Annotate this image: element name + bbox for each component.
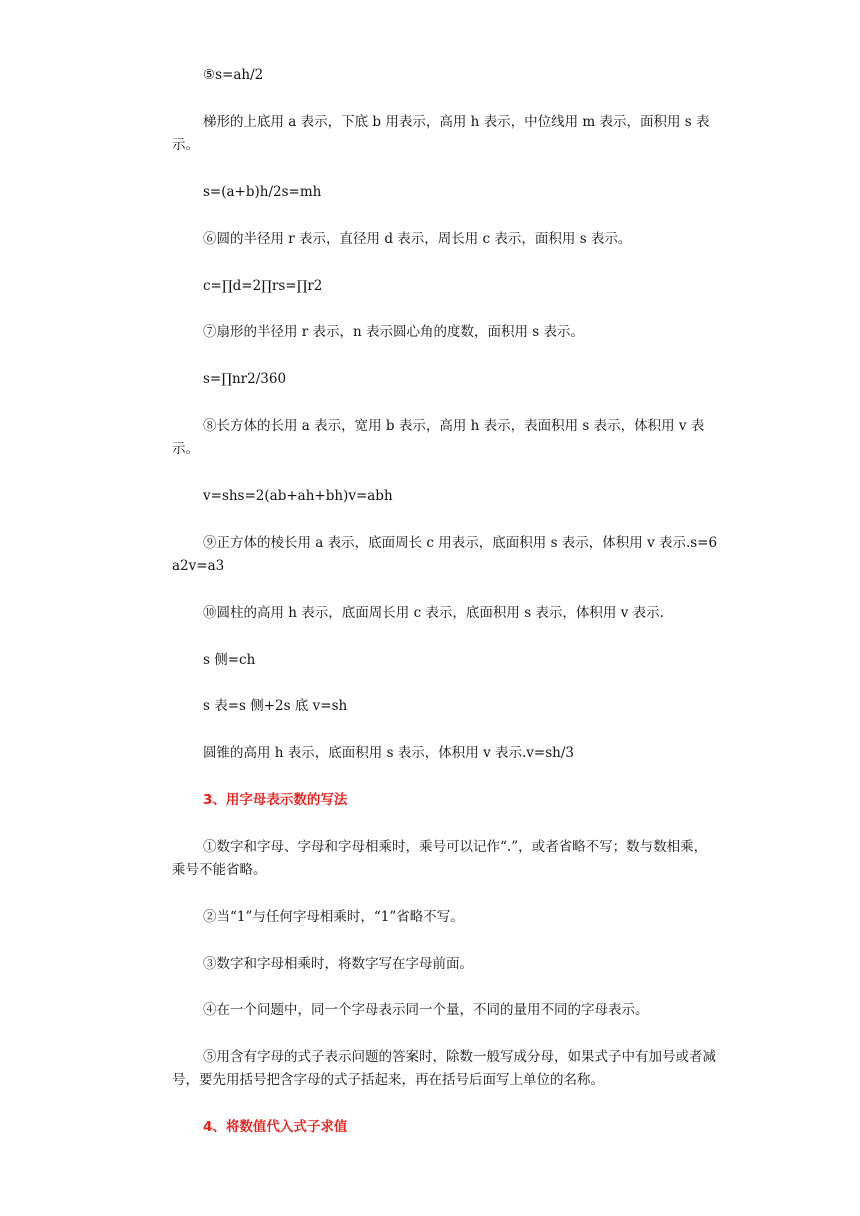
section-4-heading: 4、将数值代入式子求值 — [203, 1119, 348, 1135]
formula-cylinder-side: s 侧=ch — [203, 652, 256, 668]
cone-description: 圆锥的高用 h 表示，底面积用 s 表示，体积用 v 表示.v=sh/3 — [203, 745, 574, 761]
section-3-heading: 3、用字母表示数的写法 — [203, 792, 348, 808]
sector-description: ⑦扇形的半径用 r 表示，n 表示圆心角的度数，面积用 s 表示。 — [203, 324, 585, 340]
formula-circle: c=∏d=2∏rs=∏r2 — [203, 278, 323, 294]
rule-item-2: ②当“1”与任何字母相乘时，“1”省略不写。 — [203, 909, 464, 925]
rule-item-3: ③数字和字母相乘时，将数字写在字母前面。 — [203, 956, 473, 972]
cube-description: ⑨正方体的棱长用 a 表示，底面周长 c 用表示，底面积用 s 表示，体积用 v 表示.s=6a2v=a3 — [172, 535, 718, 574]
circle-description: ⑥圆的半径用 r 表示，直径用 d 表示，周长用 c 表示，面积用 s 表示。 — [203, 231, 632, 247]
cylinder-description: ⑩圆柱的高用 h 表示，底面周长用 c 表示，底面积用 s 表示，体积用 v 表示. — [203, 605, 664, 621]
cuboid-description: ⑧长方体的长用 a 表示，宽用 b 表示，高用 h 表示，表面积用 s 表示，体积用 v 表示。 — [172, 418, 705, 457]
formula-cuboid: v=shs=2(ab+ah+bh)v=abh — [203, 488, 393, 504]
formula-triangle-area: ⑤s=ah/2 — [203, 67, 264, 83]
formula-trapezoid-area: s=(a+b)h/2s=mh — [203, 184, 322, 200]
rule-item-4: ④在一个问题中，同一个字母表示同一个量，不同的量用不同的字母表示。 — [203, 1002, 649, 1018]
formula-cylinder-surface: s 表=s 侧+2s 底 v=sh — [203, 698, 348, 714]
rule-item-5: ⑤用含有字母的式子表示问题的答案时，除数一般写成分母，如果式子中有加号或者减号，要先用括号把含字母的式子括起来，再在括号后面写上单位的名称。 — [172, 1049, 716, 1088]
formula-sector-area: s=∏nr2/360 — [203, 371, 287, 387]
trapezoid-description: 梯形的上底用 a 表示，下底 b 用表示，高用 h 表示，中位线用 m 表示，面积用 s 表示。 — [172, 114, 710, 153]
rule-item-1: ①数字和字母、字母和字母相乘时，乘号可以记作“.”，或者省略不写；数与数相乘，乘号不能省略。 — [172, 839, 708, 878]
